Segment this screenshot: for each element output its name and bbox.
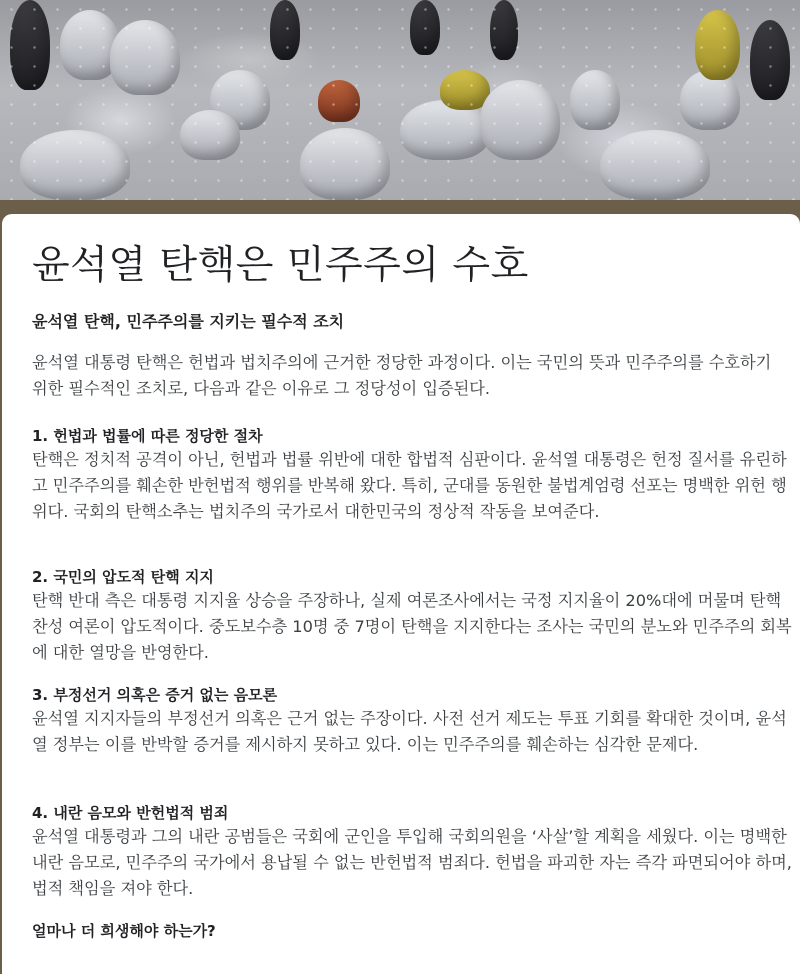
article-section: [32, 684, 792, 758]
closing-heading: 얼마나 더 희생해야 하는가?: [32, 922, 216, 940]
section-body: 탄핵은 정치적 공격이 아닌, 헌법과 법률 위반에 대한 합법적 심판이다. 윤석열 대통령은 헌정 질서를 유린하고 민주주의를 훼손한 반헌법적 행위를 반복해 왔다. 특히, 군대를 동원한 불법계엄령 선포는 명백한 위헌 행위다. 국회의 탄핵소추는 법치주의 국가로서 대한민국의 정상적 작동을 보여준다.: [32, 450, 787, 521]
section-heading: 2. 국민의 압도적 탄핵 지지: [32, 568, 214, 586]
article-subtitle: 윤석열 탄핵, 민주주의를 지키는 필수적 조치: [32, 312, 345, 331]
article-section: [32, 566, 792, 666]
section-heading: 3. 부정선거 의혹은 증거 없는 음모론: [32, 686, 278, 704]
article-section: [32, 425, 792, 525]
section-body: 탄핵 반대 측은 대통령 지지율 상승을 주장하나, 실제 여론조사에서는 국정 지지율이 20%대에 머물며 탄핵 찬성 여론이 압도적이다. 중도보수층 10명 중 7명이 탄핵을 지지한다는 조사는 국민의 분노와 민주주의 회복에 대한 열망을 반영한다.: [32, 591, 792, 662]
section-body: 윤석열 대통령과 그의 내란 공범들은 국회에 군인을 투입해 국회의원을 ‘사살’할 계획을 세웠다. 이는 명백한 내란 음모로, 민주주의 국가에서 용납될 수 없는 반헌법적 범죄다. 헌법을 파괴한 자는 즉각 파면되어야 하며, 법적 책임을 져야 한다.: [32, 827, 792, 898]
section-heading: 4. 내란 음모와 반헌법적 범죄: [32, 804, 229, 822]
photo-snow: [0, 0, 800, 200]
article-intro: 윤석열 대통령 탄핵은 헌법과 법치주의에 근거한 정당한 과정이다. 이는 국민의 뜻과 민주주의를 수호하기 위한 필수적인 조치로, 다음과 같은 이유로 그 정당성이 입증된다.: [32, 353, 772, 398]
article-card: [2, 214, 800, 974]
article-title: 윤석열 탄핵은 민주주의 수호: [32, 243, 529, 288]
section-body: 윤석열 지지자들의 부정선거 의혹은 근거 없는 주장이다. 사전 선거 제도는 투표 기회를 확대한 것이며, 윤석열 정부는 이를 반박할 증거를 제시하지 못하고 있다. 이는 민주주의를 훼손하는 심각한 문제다.: [32, 709, 787, 754]
header-photo: [0, 0, 800, 200]
section-heading: 1. 헌법과 법률에 따른 정당한 절차: [32, 427, 263, 445]
article-section: [32, 802, 792, 902]
